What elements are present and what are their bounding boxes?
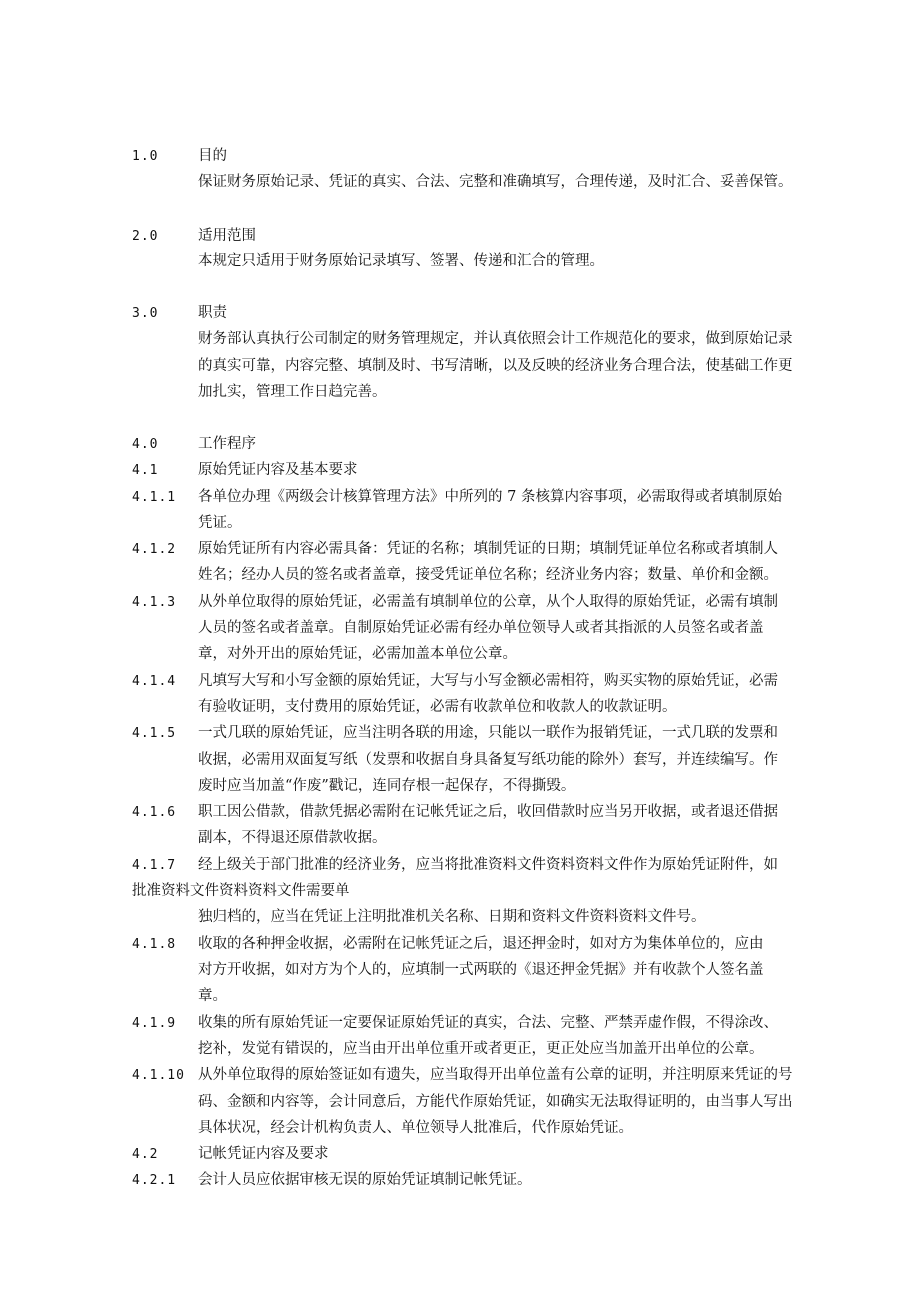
item-number: 4.1.7 — [132, 858, 177, 873]
item-line: 收集的所有原始凭证一定要保证原始凭证的真实，合法、完整、严禁弄虚作假，不得涂改、 — [198, 1015, 778, 1031]
section-number: 2.0 — [132, 229, 159, 244]
item-line: 原始凭证所有内容必需具备：凭证的名称；填制凭证的日期；填制凭证单位名称或者填制人 — [198, 541, 778, 557]
paragraph-line: 本规定只适用于财务原始记录填写、签署、传递和汇合的管理。 — [198, 253, 604, 269]
item-number: 4.2 — [132, 1147, 159, 1162]
item-number: 4.1.1 — [132, 490, 177, 505]
section-title: 适用范围 — [198, 228, 256, 244]
item-number: 4.1.9 — [132, 1016, 177, 1031]
paragraph-line: 财务部认真执行公司制定的财务管理规定，并认真依照会计工作规范化的要求，做到原始记录 — [198, 331, 793, 347]
item-number: 4.1.6 — [132, 805, 177, 820]
item-line: 各单位办理《两级会计核算管理方法》中所列的 7 条核算内容事项，必需取得或者填制原始 — [198, 489, 782, 505]
section-title: 工作程序 — [198, 436, 256, 452]
item-line: 码、金额和内容等，会计同意后，方能代作原始凭证，如确实无法取得证明的，由当事人写出 — [198, 1094, 793, 1110]
item-line: 批准资料文件资料资料文件需要单 — [132, 883, 350, 899]
item-line: 一式几联的原始凭证，应当注明各联的用途，只能以一联作为报销凭证，一式几联的发票和 — [198, 725, 778, 741]
item-line: 职工因公借款，借款凭据必需附在记帐凭证之后，收回借款时应当另开收据，或者退还借据 — [198, 804, 778, 820]
item-line: 从外单位取得的原始签证如有遗失，应当取得开出单位盖有公章的证明，并注明原来凭证的号 — [198, 1067, 793, 1083]
item-line: 废时应当加盖“作废”戳记，连同存根一起保存，不得撕毁。 — [198, 778, 576, 794]
item-line: 对方开收据，如对方为个人的，应填制一式两联的《退还押金凭据》并有收款个人签名盖 — [198, 962, 764, 978]
paragraph-line: 保证财务原始记录、凭证的真实、合法、完整和准确填写，合理传递，及时汇合、妥善保管。 — [198, 174, 793, 190]
item-number: 4.1.4 — [132, 674, 177, 689]
item-number: 4.1.10 — [132, 1068, 185, 1083]
item-line: 章。 — [198, 988, 227, 1004]
section-number: 4.0 — [132, 437, 159, 452]
item-line: 从外单位取得的原始凭证，必需盖有填制单位的公章，从个人取得的原始凭证，必需有填制 — [198, 594, 778, 610]
item-line: 凭证。 — [198, 515, 242, 531]
section-title: 职责 — [198, 305, 227, 321]
item-line: 原始凭证内容及基本要求 — [198, 462, 358, 478]
item-line: 经上级关于部门批准的经济业务，应当将批准资料文件资料资料文件作为原始凭证附件，如 — [198, 857, 778, 873]
item-number: 4.1.2 — [132, 542, 177, 557]
item-line: 记帐凭证内容及要求 — [198, 1146, 329, 1162]
item-line: 会计人员应依据审核无误的原始凭证填制记帐凭证。 — [198, 1172, 532, 1188]
paragraph-line: 加扎实，管理工作日趋完善。 — [198, 384, 387, 400]
section-number: 3.0 — [132, 306, 159, 321]
item-number: 4.1 — [132, 463, 159, 478]
section-title: 目的 — [198, 148, 227, 164]
item-number: 4.2.1 — [132, 1173, 177, 1188]
item-line: 章，对外开出的原始凭证，必需加盖本单位公章。 — [198, 646, 517, 662]
item-line: 收据，必需用双面复写纸（发票和收据自身具备复写纸功能的除外）套写，并连续编写。作 — [198, 752, 778, 768]
item-number: 4.1.3 — [132, 595, 177, 610]
item-line: 人员的签名或者盖章。自制原始凭证必需有经办单位领导人或者其指派的人员签名或者盖 — [198, 620, 764, 636]
item-line: 姓名；经办人员的签名或者盖章，接受凭证单位名称；经济业务内容；数量、单价和金额。 — [198, 567, 778, 583]
item-number: 4.1.8 — [132, 937, 177, 952]
item-line: 凡填写大写和小写金额的原始凭证，大写与小写金额必需相符，购买实物的原始凭证，必需 — [198, 673, 778, 689]
section-number: 1.0 — [132, 149, 159, 164]
item-line: 副本，不得退还原借款收据。 — [198, 830, 387, 846]
item-line: 挖补，发觉有错误的，应当由开出单位重开或者更正，更正处应当加盖开出单位的公章。 — [198, 1041, 764, 1057]
item-number: 4.1.5 — [132, 726, 177, 741]
item-line: 具体状况，经会计机构负责人、单位领导人批准后，代作原始凭证。 — [198, 1120, 633, 1136]
item-line: 收取的各种押金收据，必需附在记帐凭证之后，退还押金时，如对方为集体单位的，应由 — [198, 936, 764, 952]
paragraph-line: 的真实可靠，内容完整、填制及时、书写清晰，以及反映的经济业务合理合法，使基础工作更 — [198, 358, 793, 374]
item-line: 有验收证明，支付费用的原始凭证，必需有收款单位和收款人的收款证明。 — [198, 699, 677, 715]
item-line: 独归档的，应当在凭证上注明批准机关名称、日期和资料文件资料资料文件号。 — [198, 909, 706, 925]
